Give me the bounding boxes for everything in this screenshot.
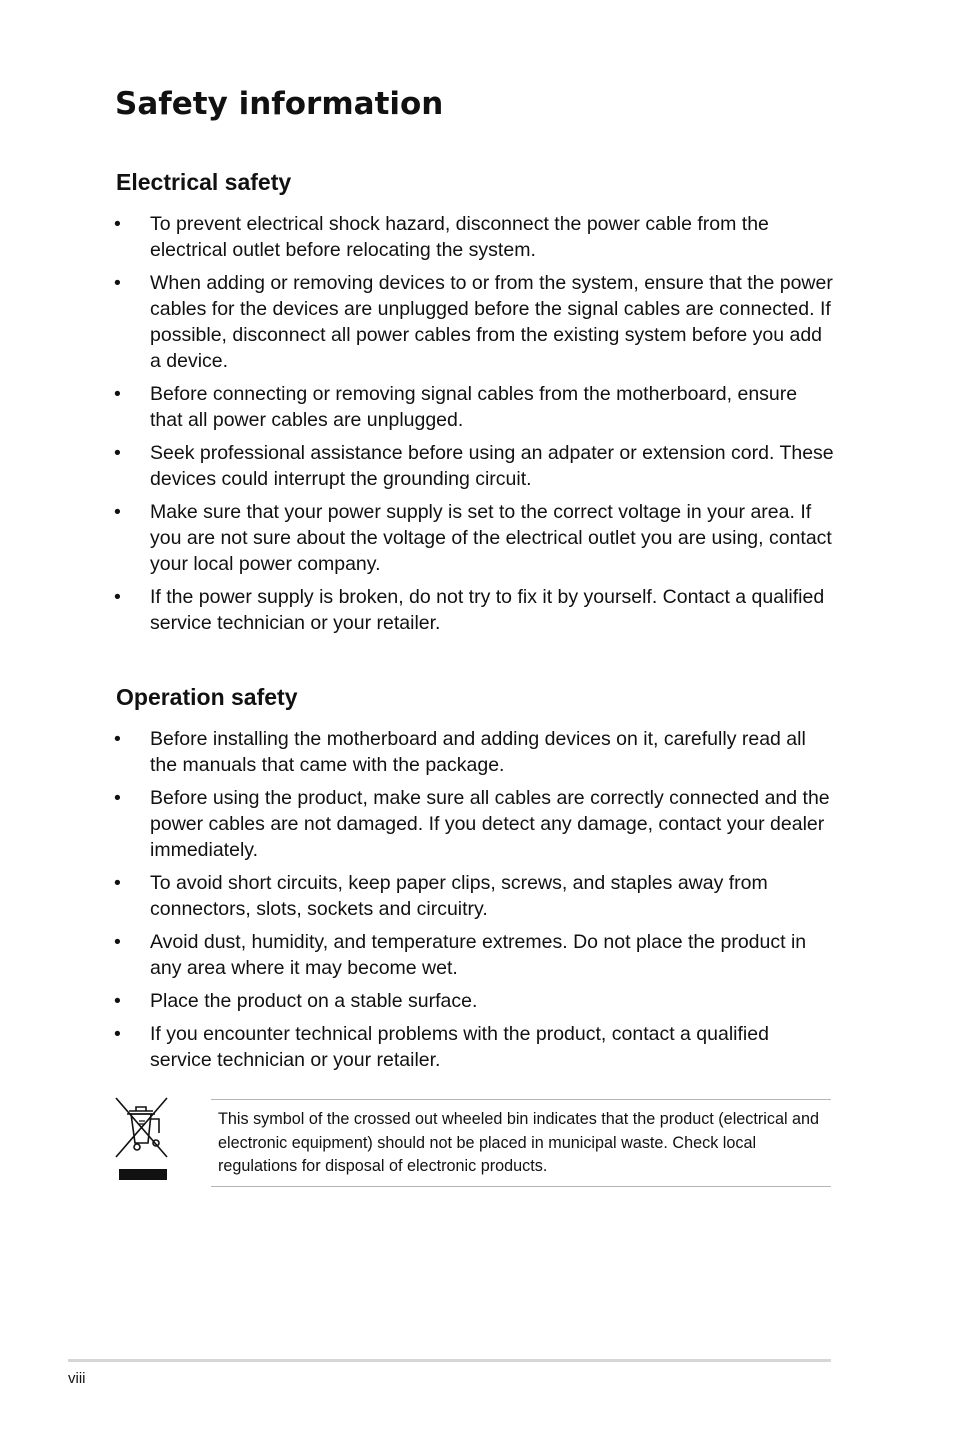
page-number: viii: [68, 1370, 86, 1387]
list-item: [114, 988, 834, 1014]
bullet-icon: •: [114, 872, 121, 894]
list-item-text: Make sure that your power supply is set to the correct voltage in your area. If you are not sure about the voltage of the electrical outlet you are using, contact your local power company.: [150, 501, 832, 575]
bullet-icon: •: [114, 272, 121, 294]
bullet-icon: •: [114, 1023, 121, 1045]
bullet-icon: •: [114, 787, 121, 809]
operation-safety-heading: Operation safety: [116, 684, 298, 710]
bullet-icon: •: [114, 990, 121, 1012]
list-item: [114, 499, 834, 577]
footer-divider: [68, 1359, 831, 1362]
list-item-text: Before installing the motherboard and adding devices on it, carefully read all the manuals that came with the package.: [150, 728, 806, 776]
list-item-text: Before using the product, make sure all cables are correctly connected and the power cables are not damaged. If you detect any damage, contact your dealer immediately.: [150, 787, 830, 861]
disposal-note-text: This symbol of the crossed out wheeled bin indicates that the product (electrical and electronic equipment) should not be placed in municipal waste. Check local regulations for disposal of electronic products.: [218, 1110, 820, 1175]
list-item: [114, 1021, 834, 1073]
list-item-text: Avoid dust, humidity, and temperature extremes. Do not place the product in any area where it may become wet.: [150, 931, 807, 979]
operation-safety-list: [114, 726, 834, 1080]
list-item-text: When adding or removing devices to or from the system, ensure that the power cables for the devices are unplugged before the signal cables are connected. If possible, disconnect all power cables from the existing system before you add a device.: [150, 272, 833, 372]
list-item: [114, 270, 834, 374]
list-item: [114, 929, 834, 981]
list-item: [114, 870, 834, 922]
list-item-text: If you encounter technical problems with the product, contact a qualified service technician or your retailer.: [150, 1023, 769, 1071]
bullet-icon: •: [114, 728, 121, 750]
list-item-text: To avoid short circuits, keep paper clips, screws, and staples away from connectors, slots, sockets and circuitry.: [150, 872, 768, 920]
list-item: [114, 785, 834, 863]
bullet-icon: •: [114, 442, 121, 464]
bullet-icon: •: [114, 931, 121, 953]
list-item: [114, 381, 834, 433]
list-item-text: If the power supply is broken, do not try to fix it by yourself. Contact a qualified service technician or your retailer.: [150, 586, 825, 634]
list-item-text: Place the product on a stable surface.: [150, 990, 478, 1012]
page-title: Safety information: [115, 86, 444, 122]
bullet-icon: •: [114, 501, 121, 523]
list-item-text: To prevent electrical shock hazard, disconnect the power cable from the electrical outlet before relocating the system.: [150, 213, 769, 261]
crossed-out-wheeled-bin-icon: [115, 1097, 171, 1183]
list-item: [114, 440, 834, 492]
list-item: [114, 726, 834, 778]
list-item: [114, 584, 834, 636]
disposal-note: [211, 1099, 831, 1187]
bullet-icon: •: [114, 213, 121, 235]
list-item-text: Seek professional assistance before using an adpater or extension cord. These devices could interrupt the grounding circuit.: [150, 442, 834, 490]
electrical-safety-heading: Electrical safety: [116, 169, 292, 195]
list-item: [114, 211, 834, 263]
bullet-icon: •: [114, 586, 121, 608]
electrical-safety-list: [114, 211, 834, 643]
list-item-text: Before connecting or removing signal cables from the motherboard, ensure that all power cables are unplugged.: [150, 383, 798, 431]
bullet-icon: •: [114, 383, 121, 405]
